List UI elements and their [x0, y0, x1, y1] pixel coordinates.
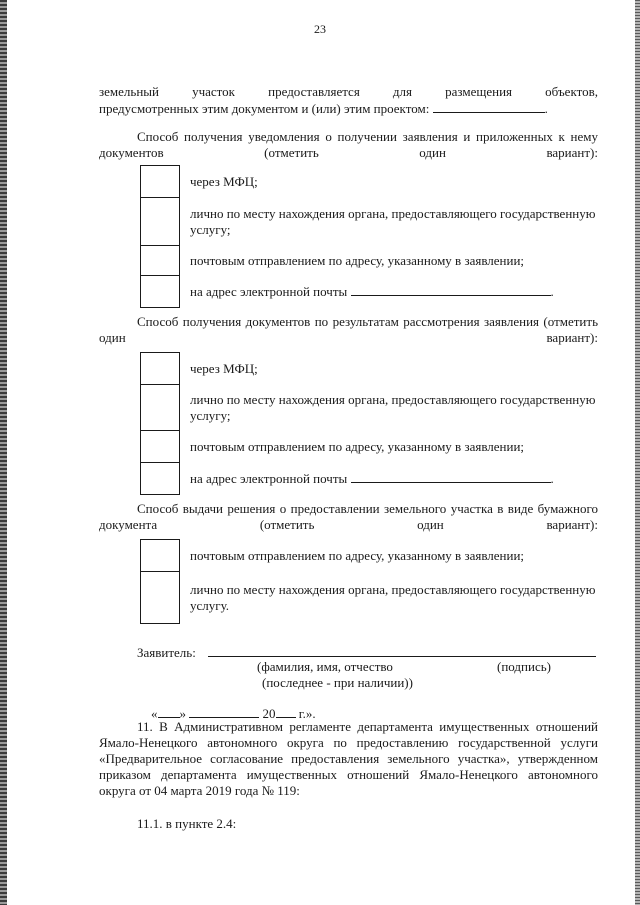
clause-11: 11. В Административном регламенте департамента имущественных отношений Ямало-Ненецкого автономного округа по предоставлению государственной услуги «Предварительное согласование предоставления земельного участка», утвержденном приказом департамента имущественных отношений Ямало-Ненецкого автономного округа от 04 марта 2019 года № 119:	[99, 719, 598, 798]
scan-edge-left	[0, 0, 7, 905]
checkbox[interactable]	[141, 572, 180, 624]
option-row	[141, 572, 600, 624]
option-row	[141, 385, 600, 431]
option-label: почтовым отправлением по адресу, указанному в заявлении;	[190, 252, 525, 268]
checkbox[interactable]	[141, 431, 180, 463]
option-label: почтовым отправлением по адресу, указанному в заявлении;	[190, 547, 525, 563]
option-row	[141, 431, 600, 463]
fio-caption: (фамилия, имя, отчество	[257, 659, 393, 674]
option-row	[141, 276, 600, 308]
option-label-email: на адрес электронной почты .	[190, 471, 554, 486]
checkbox[interactable]	[141, 353, 180, 385]
option-row	[141, 198, 600, 246]
option-row	[141, 246, 600, 276]
checkbox[interactable]	[141, 385, 180, 431]
option-label: через МФЦ;	[190, 360, 258, 376]
option-label-email: на адрес электронной почты .	[190, 284, 554, 299]
year-prefix: 20	[262, 706, 276, 721]
project-field[interactable]	[433, 100, 545, 113]
sign-caption: (подпись)	[497, 659, 551, 674]
checkbox[interactable]	[141, 540, 180, 572]
option-label: почтовым отправлением по адресу, указанному в заявлении;	[190, 438, 525, 454]
year-suffix: г.».	[298, 706, 316, 721]
email-field[interactable]	[351, 470, 551, 483]
checkbox[interactable]	[141, 246, 180, 276]
date-close-quote: »	[179, 706, 186, 721]
section1-heading: Способ получения уведомления о получении заявления и приложенных к нему документов (отметить один вариант):	[99, 129, 598, 160]
section3-options	[140, 539, 600, 624]
option-label: через МФЦ;	[190, 173, 258, 189]
fio-caption-2: (последнее - при наличии))	[262, 675, 413, 690]
applicant-field[interactable]	[208, 656, 596, 657]
option-row	[141, 353, 600, 385]
year-field[interactable]	[276, 705, 296, 718]
day-field[interactable]	[158, 705, 180, 718]
page-number: 23	[314, 22, 326, 36]
applicant-label: Заявитель:	[137, 645, 196, 660]
section3-heading: Способ выдачи решения о предоставлении земельного участка в виде бумажного документа (отметить один вариант):	[99, 501, 598, 532]
option-row	[141, 463, 600, 495]
option-row	[141, 540, 600, 572]
section2-heading: Способ получения документов по результатам рассмотрения заявления (отметить один вариант):	[99, 314, 598, 345]
intro-line-1: земельный участок предоставляется для размещения объектов,	[99, 84, 598, 99]
scan-edge-right	[635, 0, 640, 905]
intro-line-2: предусмотренных этим документом и (или) этим проектом:	[99, 101, 430, 116]
option-label: лично по месту нахождения органа, предоставляющего государственную услугу;	[190, 205, 596, 237]
checkbox[interactable]	[141, 463, 180, 495]
checkbox[interactable]	[141, 198, 180, 246]
option-label: лично по месту нахождения органа, предоставляющего государственную услугу;	[190, 391, 596, 423]
checkbox[interactable]	[141, 166, 180, 198]
section1-options	[140, 165, 600, 308]
clause-11-1: 11.1. в пункте 2.4:	[137, 816, 237, 831]
checkbox[interactable]	[141, 276, 180, 308]
email-field[interactable]	[351, 283, 551, 296]
option-row	[141, 166, 600, 198]
option-label: лично по месту нахождения органа, предоставляющего государственную услугу.	[190, 581, 596, 613]
month-field[interactable]	[189, 705, 259, 718]
intro-line-2-wrap: предусмотренных этим документом и (или) этим проектом: .	[99, 101, 548, 116]
option-label: на адрес электронной почты	[190, 471, 348, 486]
date-open-quote: «	[151, 706, 158, 721]
section2-options	[140, 352, 600, 495]
option-label: на адрес электронной почты	[190, 284, 348, 299]
